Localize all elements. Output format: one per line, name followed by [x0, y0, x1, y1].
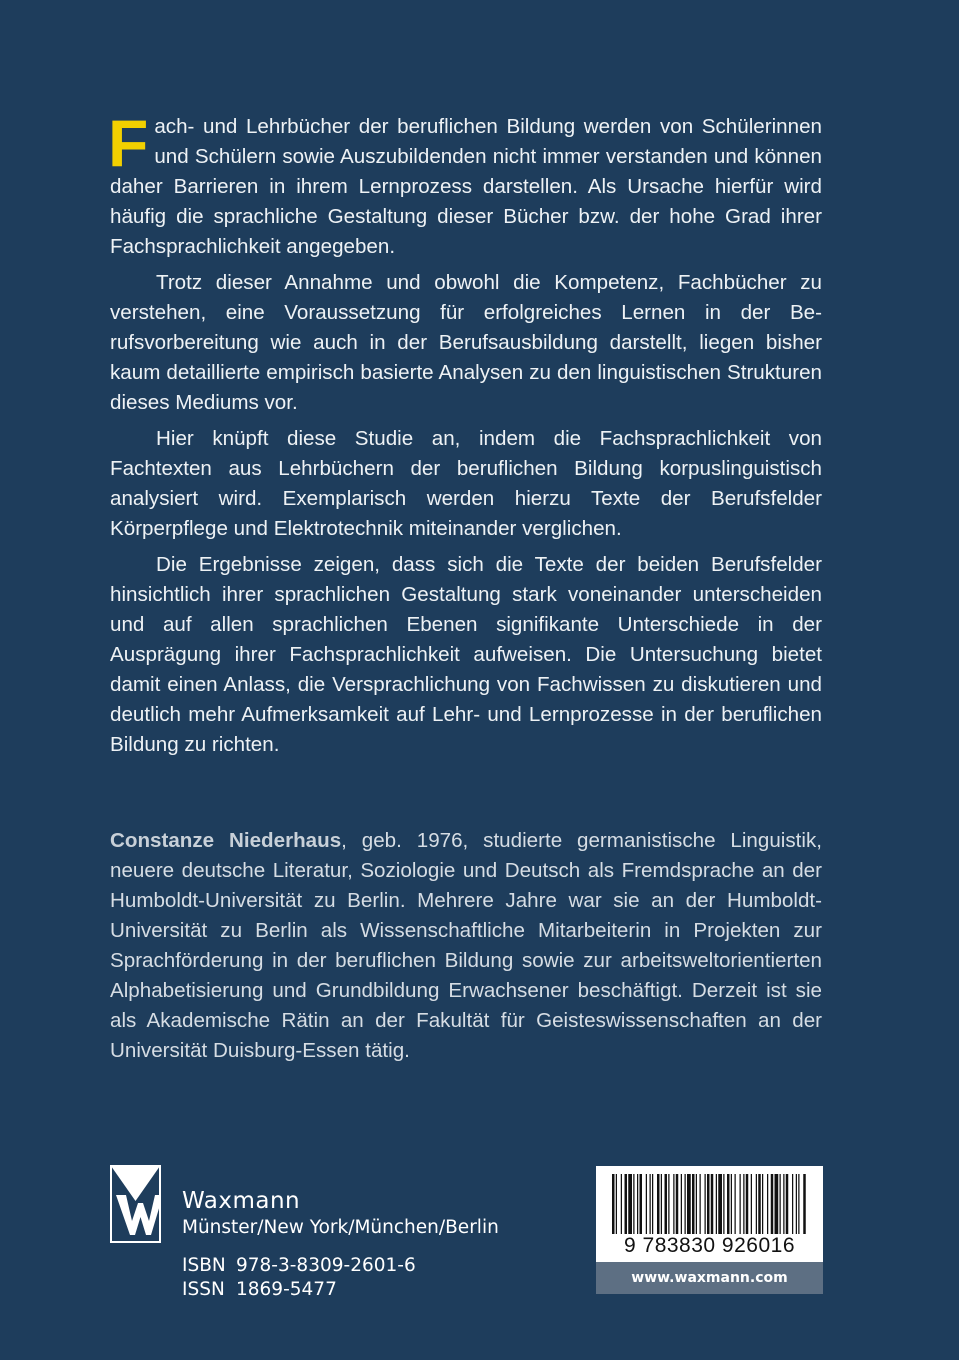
barcode-bar	[668, 1174, 669, 1234]
barcode-bar	[716, 1174, 717, 1234]
barcode-bar	[803, 1174, 806, 1234]
back-cover-blurb	[108, 106, 822, 766]
barcode-bar	[707, 1174, 710, 1234]
barcode-bar	[780, 1174, 781, 1234]
barcode-bar	[783, 1174, 784, 1234]
publisher-cities: Münster/New York/München/Berlin	[182, 1217, 499, 1238]
author-bio	[110, 826, 822, 1066]
blurb-paragraph-2: Trotz dieser Annahme und obwohl die Kompetenz, Fachbücher zu verstehen, eine Voraussetzung für erfolgreiches Lernen in der Berufsvorbereitung wie auch in der Berufsausbildung darstellt, liegen bisher kaum detaillierte empirisch basierte Analysen zu den linguistischen Strukturen dieses Mediums vor.	[110, 271, 822, 414]
issn-label: ISSN	[182, 1279, 225, 1300]
barcode-bar	[637, 1174, 638, 1234]
issn-line	[182, 1278, 416, 1302]
barcode-bar	[661, 1174, 662, 1234]
publisher-url: www.waxmann.com	[596, 1262, 823, 1294]
barcode-digits: 9 783830 926016	[624, 1234, 795, 1257]
barcode-bar	[756, 1174, 757, 1234]
barcode-bar	[612, 1174, 615, 1234]
barcode-bar	[796, 1174, 797, 1234]
barcode-bar	[771, 1174, 774, 1234]
waxmann-logo-icon	[110, 1165, 161, 1243]
blurb-paragraph-4: Die Ergebnisse zeigen, dass sich die Texte der beiden Berufsfelder hinsichtlich ihrer sprachlichen Gestaltung stark voneinander unterscheiden und auf allen sprachlichen Ebenen signifikante Unterschiede in der Ausprägung ihrer Fachsprachlichkeit aufweisen. Die Untersuchung bietet damit einen Anlass, die Versprachlichung von Fachwissen zu diskutieren und deutlich mehr Aufmerksamkeit auf Lehr- und Lernprozesse in der beruflichen Bildung zu richten.	[110, 553, 822, 756]
barcode-bar	[731, 1174, 732, 1234]
issn-value: 1869-5477	[236, 1279, 337, 1300]
barcode-bar	[758, 1174, 761, 1234]
barcode-bar	[705, 1174, 706, 1234]
barcode-bar	[633, 1174, 634, 1234]
barcode-bar	[673, 1174, 674, 1234]
isbn-label: ISBN	[182, 1255, 226, 1276]
publisher-block	[182, 1186, 499, 1240]
barcode-bar	[786, 1174, 789, 1234]
barcode-bar	[676, 1174, 679, 1234]
blurb-paragraph-1	[108, 106, 822, 262]
barcode-bar	[685, 1174, 686, 1234]
barcode-bar	[657, 1174, 660, 1234]
barcode-bar	[767, 1174, 768, 1234]
barcode-bar	[687, 1174, 691, 1234]
author-name: Constanze Niederhaus	[110, 829, 342, 852]
barcode-bar	[775, 1174, 779, 1234]
barcode-bar	[762, 1174, 763, 1234]
barcode-bar	[646, 1174, 647, 1234]
barcode-bar	[798, 1174, 799, 1234]
publisher-name: Waxmann	[182, 1188, 301, 1214]
author-bio-text: , geb. 1976, studierte germanistische Linguistik, neuere deutsche Literatur, Soziologie und Deutsch als Fremdsprache an der Humboldt-Universität zu Berlin. Mehrere Jahre war sie an der Humboldt-Universität zu Berlin als Wissenschaftliche Mitarbeiterin in Projekten zur Sprachförderung in der beruflichen Bildung sowie zur arbeitsweltorientierten Alphabetisierung und Grundbildung Erwachsener beschäftigt. Derzeit ist sie als Akademische Rätin an der Fakultät für Geisteswissenschaften an der Universität Duisburg-Essen tätig.	[110, 829, 822, 1062]
barcode-bar	[727, 1174, 730, 1234]
barcode-bar	[616, 1174, 617, 1234]
barcode-panel	[596, 1166, 823, 1294]
barcode-bar	[621, 1174, 622, 1234]
barcode-bar	[700, 1174, 701, 1234]
barcode-bar	[746, 1174, 749, 1234]
isbn-value: 978-3-8309-2601-6	[236, 1255, 416, 1276]
barcode-bar	[625, 1174, 628, 1234]
isbn-line	[182, 1254, 416, 1278]
barcode-bar	[628, 1174, 632, 1234]
barcode-bar	[640, 1174, 643, 1234]
barcode-bar	[718, 1174, 722, 1234]
barcode-bar	[665, 1174, 668, 1234]
barcode-bar	[735, 1174, 736, 1234]
drop-cap: F	[108, 106, 149, 180]
barcode-bar	[751, 1174, 752, 1234]
barcode-bar	[792, 1174, 793, 1234]
barcode-bar	[711, 1174, 714, 1234]
barcode-bar	[743, 1174, 744, 1234]
barcode-bar	[692, 1174, 695, 1234]
blurb-paragraph-3: Hier knüpft diese Studie an, indem die Fachsprachlichkeit von Fachtexten aus Lehrbüchern der beruflichen Bildung korpuslinguistisch analysiert wird. Exemplarisch werden hierzu Texte der Berufsfelder Körperpflege und Elektrotechnik miteinander verglichen.	[110, 427, 822, 540]
barcode-bar	[650, 1174, 651, 1234]
blurb-paragraph-1-text: ach- und Lehrbücher der beruflichen Bildung werden von Schülerinnen und Schülern sowie Auszubildenden nicht immer verstanden und können daher Barrieren in ihrem Lernprozess darstellen. Als Ursache hierfür wird häufig die sprachliche Gestaltung dieser Bücher bzw. der hohe Grad ihrer Fachsprachlichkeit angegeben.	[110, 115, 822, 258]
barcode-bar	[740, 1174, 741, 1234]
identifiers	[182, 1254, 416, 1302]
barcode-bar	[696, 1174, 697, 1234]
barcode-bar	[681, 1174, 682, 1234]
barcode-bar	[723, 1174, 724, 1234]
barcode-icon	[612, 1174, 807, 1234]
barcode-bar	[652, 1174, 653, 1234]
